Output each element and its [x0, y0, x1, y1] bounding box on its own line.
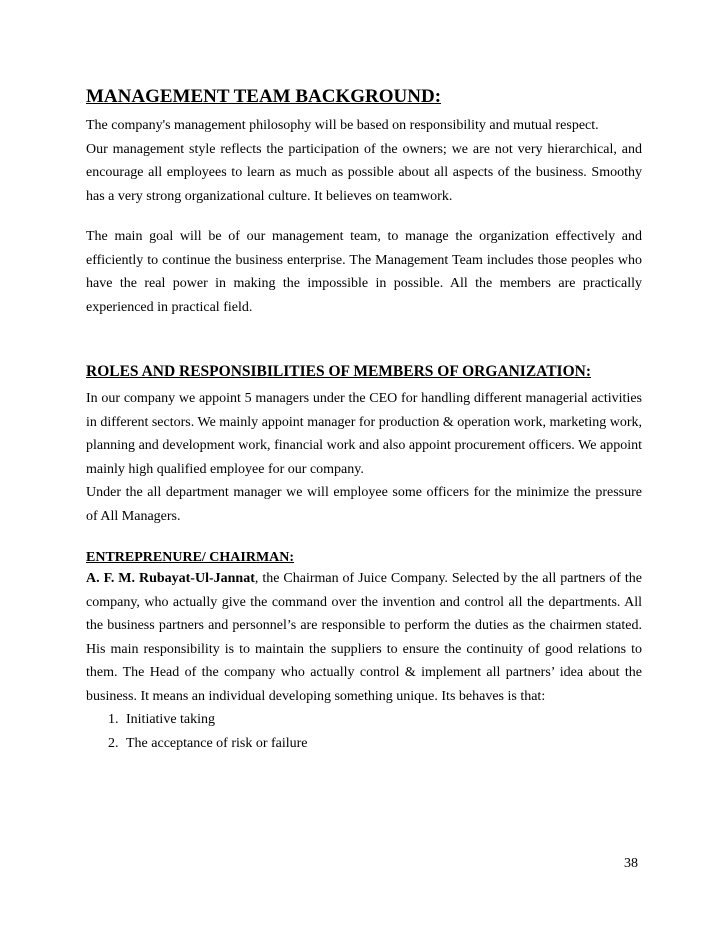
chairman-paragraph — [86, 567, 642, 708]
chairman-description: , the Chairman of Juice Company. Selected by the all partners of the company, who actually give the command over the invention and control all the departments. All the business partners and personnel’s are responsible to perform the duties as the chairmen stated. His main responsibility is to maintain the suppliers to ensure the continuity of good relations to them. The Head of the company who actually control & implement all partners’ idea about the business. It means an individual developing something unique. Its behaves is that: — [86, 571, 642, 704]
management-philosophy-text: The company's management philosophy will be based on responsibility and mutual respect. — [86, 118, 599, 133]
list-item: 2. The acceptance of risk or failure — [122, 732, 642, 756]
roles-paragraph: In our company we appoint 5 managers under the CEO for handling different managerial activities in different sectors. We mainly appoint manager for production & operation work, marketing work, planning and development work, financial work and also appoint procurement officers. We appoint mainly high qualified employee for our company. — [86, 391, 642, 477]
section-heading-chairman: ENTREPRENURE/ CHAIRMAN: — [86, 550, 295, 565]
page-number: 38 — [624, 856, 638, 871]
management-goal-paragraph: The main goal will be of our management team, to manage the organization effectively and efficiently to continue the business enterprise. The Management Team includes those peoples who have the real power in making the impossible in possible. All the members are practically experienced in practical field. — [86, 229, 642, 315]
section-heading-roles: ROLES AND RESPONSIBILITIES OF MEMBERS OF ORGANIZATION: — [86, 363, 591, 380]
chairman-name: A. F. M. Rubayat-Ul-Jannat — [86, 571, 255, 586]
section-spacer — [86, 528, 642, 548]
page-content — [86, 85, 642, 756]
section-spacer — [86, 319, 642, 362]
officers-paragraph: Under the all department manager we will employee some officers for the minimize the pressure of All Managers. — [86, 485, 642, 524]
behaviour-list — [86, 708, 642, 756]
section-heading-management-team: MANAGEMENT TEAM BACKGROUND: — [86, 86, 442, 107]
list-item: 1. Initiative taking — [122, 708, 642, 732]
paragraph-spacer — [86, 208, 642, 225]
management-style-paragraph: Our management style reflects the participation of the owners; we are not very hierarchical, and encourage all employees to learn as much as possible about all aspects of the business. Smoothy has a very strong organizational culture. It believes on teamwork. — [86, 141, 642, 204]
